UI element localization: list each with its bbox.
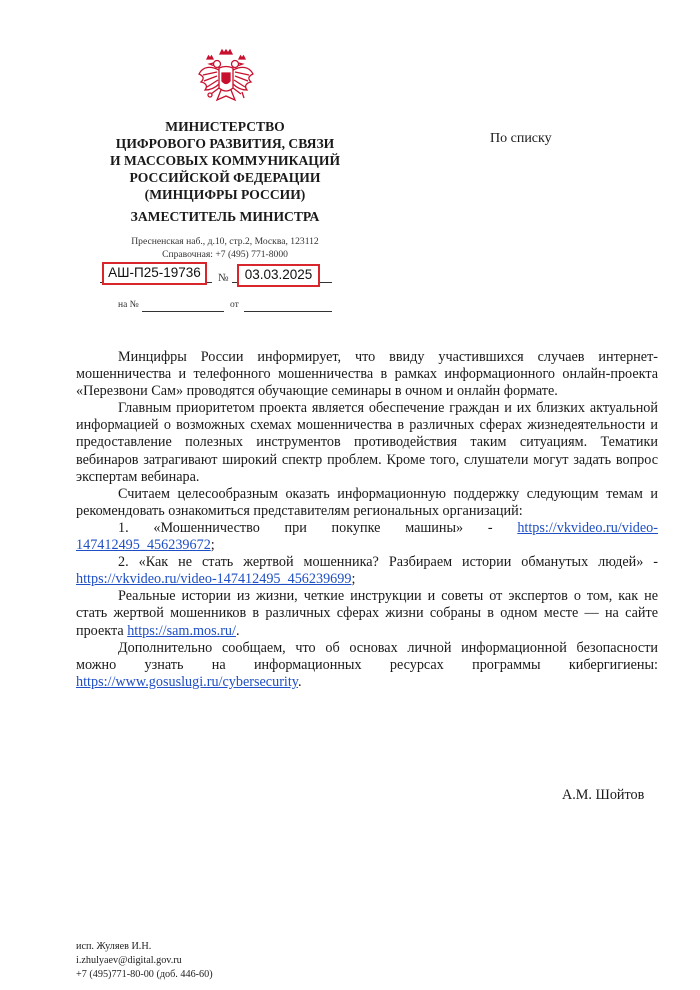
list-item-text: 2. «Как не стать жертвой мошенника? Разбираем истории обманутых людей» - <box>118 554 658 571</box>
org-line: МИНИСТЕРСТВО <box>165 119 285 134</box>
paragraph-text: Реальные истории из жизни, четкие инструкции и советы от экспертов о том, как не стать жертвой мошенников в различных сферах жизни собраны в одном месте — на сайте проекта <box>76 588 658 639</box>
punctuation: ; <box>351 571 356 588</box>
executor-email: i.zhulyaev@digital.gov.ru <box>76 954 182 966</box>
coat-of-arms-icon <box>197 48 255 108</box>
executor-name: исп. Жуляев И.Н. <box>76 941 152 952</box>
paragraph: Минцифры России информирует, что ввиду участившихся случаев интернет-мошенничества и телефонного мошенничества в рамках информационного онлайн-проекта «Перезвони Сам» проводятся обучающие семинары в очном и онлайн формате. <box>76 349 658 400</box>
position-title: ЗАМЕСТИТЕЛЬ МИНИСТРА <box>130 209 320 224</box>
organization-name <box>100 118 350 203</box>
video-link[interactable]: https://vkvideo.ru/video-147412495_456239672 <box>76 519 658 554</box>
paragraph <box>76 588 658 639</box>
list-item <box>76 520 658 554</box>
project-site-link[interactable]: https://sam.mos.ru/ <box>127 622 236 639</box>
from-label: от <box>230 300 239 310</box>
reference-label: на № <box>118 300 139 310</box>
signatory: А.М. Шойтов <box>562 787 645 803</box>
executor-phone: +7 (495)771-80-00 (доб. 446-60) <box>76 968 213 980</box>
recipient: По списку <box>490 131 552 146</box>
paragraph-text: Дополнительно сообщаем, что об основах личной информационной безопасности можно узнать на информационных ресурсах программы кибергигиены: <box>76 639 658 673</box>
registration-number-stamp: АШ-П25-19736 <box>102 262 207 285</box>
paragraph: Главным приоритетом проекта является обеспечение граждан и их близких актуальной информацией о возможных схемах мошенничества в различных сферах жизнедеятельности и предоставление полезных инструментов противодействия таким ситуациям. Тематики вебинаров затрагивают широкий спектр проблем. Кроме того, слушатели могут задать вопрос экспертам вебинара. <box>76 400 658 485</box>
reference-phone: Справочная: +7 (495) 771-8000 <box>162 248 288 260</box>
executor-info <box>76 940 213 981</box>
punctuation: ; <box>210 537 215 554</box>
number-sign: № <box>218 272 229 284</box>
org-line: РОССИЙСКОЙ ФЕДЕРАЦИИ <box>129 170 321 185</box>
list-item <box>76 554 658 588</box>
cybersecurity-link[interactable]: https://www.gosuslugi.ru/cybersecurity <box>76 673 298 690</box>
from-line <box>244 311 332 312</box>
paragraph <box>76 640 658 691</box>
org-line: (МИНЦИФРЫ РОССИИ) <box>144 187 306 202</box>
org-line: ЦИФРОВОГО РАЗВИТИЯ, СВЯЗИ <box>115 136 335 151</box>
video-link[interactable]: https://vkvideo.ru/video-147412495_456239699 <box>76 571 352 588</box>
punctuation: . <box>235 622 240 639</box>
org-line: И МАССОВЫХ КОММУНИКАЦИЙ <box>109 153 341 168</box>
list-item-text: 1. «Мошенничество при покупке машины» - <box>118 519 518 536</box>
address-block <box>100 236 350 261</box>
registration-date-stamp: 03.03.2025 <box>237 264 320 287</box>
punctuation: . <box>297 673 302 690</box>
reference-line <box>142 311 224 312</box>
letter-body <box>76 349 658 691</box>
address: Пресненская наб., д.10, стр.2, Москва, 123112 <box>131 236 319 247</box>
paragraph: Считаем целесообразным оказать информационную поддержку следующим темам и рекомендовать ознакомиться представителям региональных организаций: <box>76 485 658 519</box>
